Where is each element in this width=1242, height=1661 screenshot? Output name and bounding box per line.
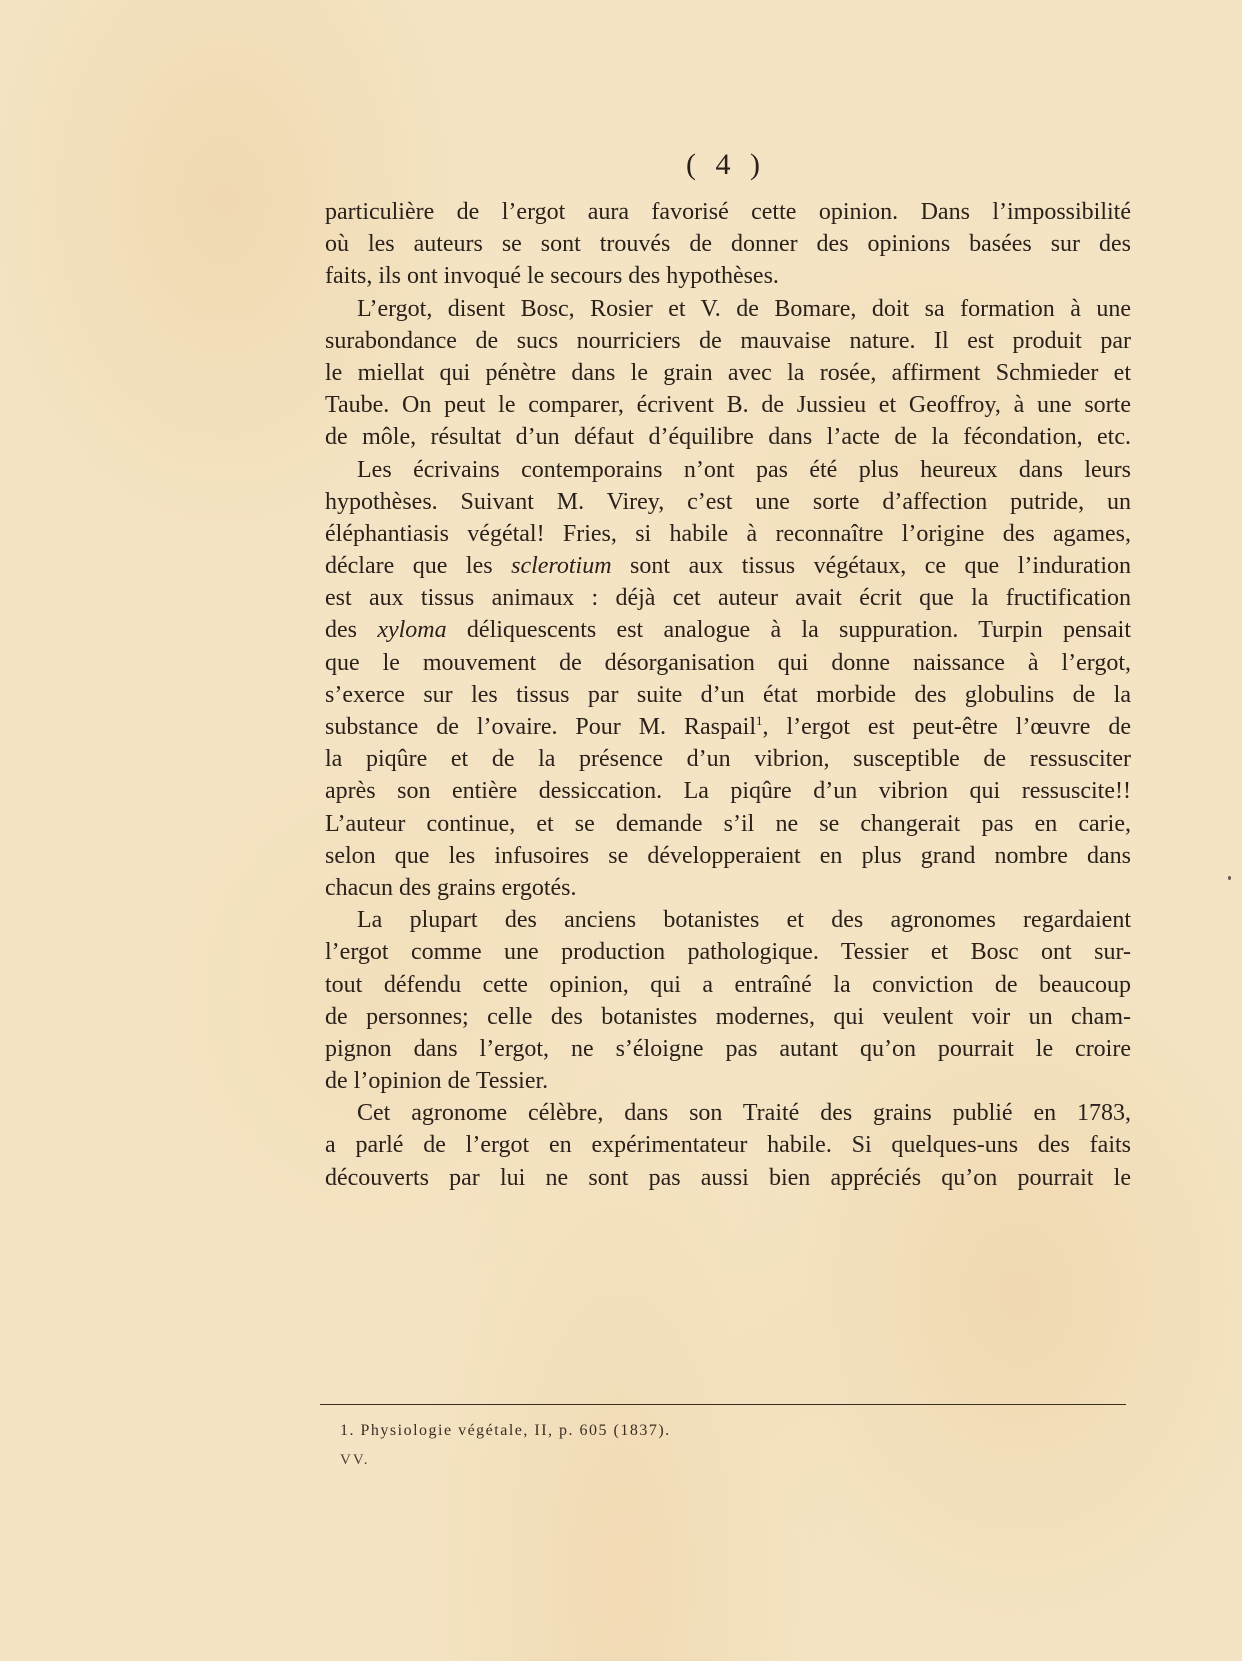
italic-term: xyloma bbox=[377, 617, 447, 644]
text-line: tout défendu cette opinion, qui a entraîné la conviction de beaucoup bbox=[325, 971, 1131, 998]
page-number: ( 4 ) bbox=[686, 148, 766, 181]
text-line: s’exerce sur les tissus par suite d’un état morbide des globulins de la bbox=[325, 681, 1131, 708]
text-line: Taube. On peut le comparer, écrivent B. de Jussieu et Geoffroy, à une sorte bbox=[325, 392, 1131, 419]
text-line: de môle, résultat d’un défaut d’équilibre dans l’acte de la fécondation, etc. bbox=[325, 424, 1131, 451]
text-line: découverts par lui ne sont pas aussi bien appréciés qu’on pourrait le bbox=[325, 1164, 1131, 1191]
text-line: L’ergot, disent Bosc, Rosier et V. de Bomare, doit sa formation à une bbox=[357, 295, 1131, 322]
text-segment: déliquescents est analogue à la suppuration. Turpin pensait bbox=[446, 617, 1131, 644]
text-line bbox=[325, 550, 1131, 582]
footnote-rule bbox=[320, 1404, 1126, 1405]
text-line: particulière de l’ergot aura favorisé cette opinion. Dans l’impossibilité bbox=[325, 199, 1131, 225]
text-line: l’ergot comme une production pathologique. Tessier et Bosc ont sur- bbox=[325, 939, 1131, 966]
footnote-marker: 1 bbox=[756, 713, 763, 728]
text-line: Cet agronome célèbre, dans son Traité des grains publié en 1783, bbox=[357, 1100, 1131, 1127]
text-segment: substance de l’ovaire. Pour M. Raspail bbox=[325, 714, 756, 740]
text-line: surabondance de sucs nourriciers de mauvaise nature. Il est produit par bbox=[325, 327, 1131, 354]
text-line: est aux tissus animaux : déjà cet auteur avait écrit que la fructification bbox=[325, 585, 1131, 612]
text-line: de personnes; celle des botanistes modernes, qui veulent voir un cham- bbox=[325, 1003, 1131, 1030]
text-segment: des bbox=[325, 617, 378, 644]
text-line bbox=[325, 711, 1131, 743]
text-line: faits, ils ont invoqué le secours des hypothèses. bbox=[325, 263, 779, 290]
text-line: pignon dans l’ergot, ne s’éloigne pas autant qu’on pourrait le croire bbox=[325, 1035, 1131, 1062]
main-text bbox=[325, 196, 1131, 1194]
text-line: a parlé de l’ergot en expérimentateur habile. Si quelques-uns des faits bbox=[325, 1132, 1131, 1159]
signature-mark: VV. bbox=[340, 1452, 370, 1468]
text-line: que le mouvement de désorganisation qui donne naissance à l’ergot, bbox=[325, 649, 1131, 676]
text-line: la piqûre et de la présence d’un vibrion, susceptible de ressusciter bbox=[325, 746, 1131, 773]
text-line: où les auteurs se sont trouvés de donner des opinions basées sur des bbox=[325, 231, 1131, 258]
text-line: L’auteur continue, et se demande s’il ne se changerait pas en carie, bbox=[325, 810, 1131, 837]
text-line: de l’opinion de Tessier. bbox=[325, 1068, 549, 1095]
text-segment: , l’ergot est peut-être l’œuvre de bbox=[762, 714, 1132, 740]
text-line: hypothèses. Suivant M. Virey, c’est une sorte d’affection putride, un bbox=[325, 488, 1131, 515]
text-segment: sont aux tissus végétaux, ce que l’induration bbox=[611, 553, 1131, 580]
text-line: selon que les infusoires se développeraient en plus grand nombre dans bbox=[325, 842, 1131, 869]
text-line: Les écrivains contemporains n’ont pas été plus heureux dans leurs bbox=[357, 456, 1131, 483]
text-line: le miellat qui pénètre dans le grain avec la rosée, affirment Schmieder et bbox=[325, 359, 1131, 386]
text-line: La plupart des anciens botanistes et des agronomes regardaient bbox=[357, 907, 1131, 934]
margin-dot bbox=[1228, 876, 1231, 880]
footnote: 1. Physiologie végétale, II, p. 605 (1837). bbox=[340, 1422, 671, 1439]
text-line: chacun des grains ergotés. bbox=[325, 874, 577, 901]
text-line bbox=[325, 614, 1131, 646]
text-line: éléphantiasis végétal! Fries, si habile à reconnaître l’origine des agames, bbox=[325, 520, 1131, 547]
italic-term: sclerotium bbox=[511, 553, 612, 580]
text-line: après son entière dessiccation. La piqûre d’un vibrion qui ressuscite!! bbox=[325, 778, 1131, 805]
text-segment: déclare que les bbox=[325, 553, 512, 580]
